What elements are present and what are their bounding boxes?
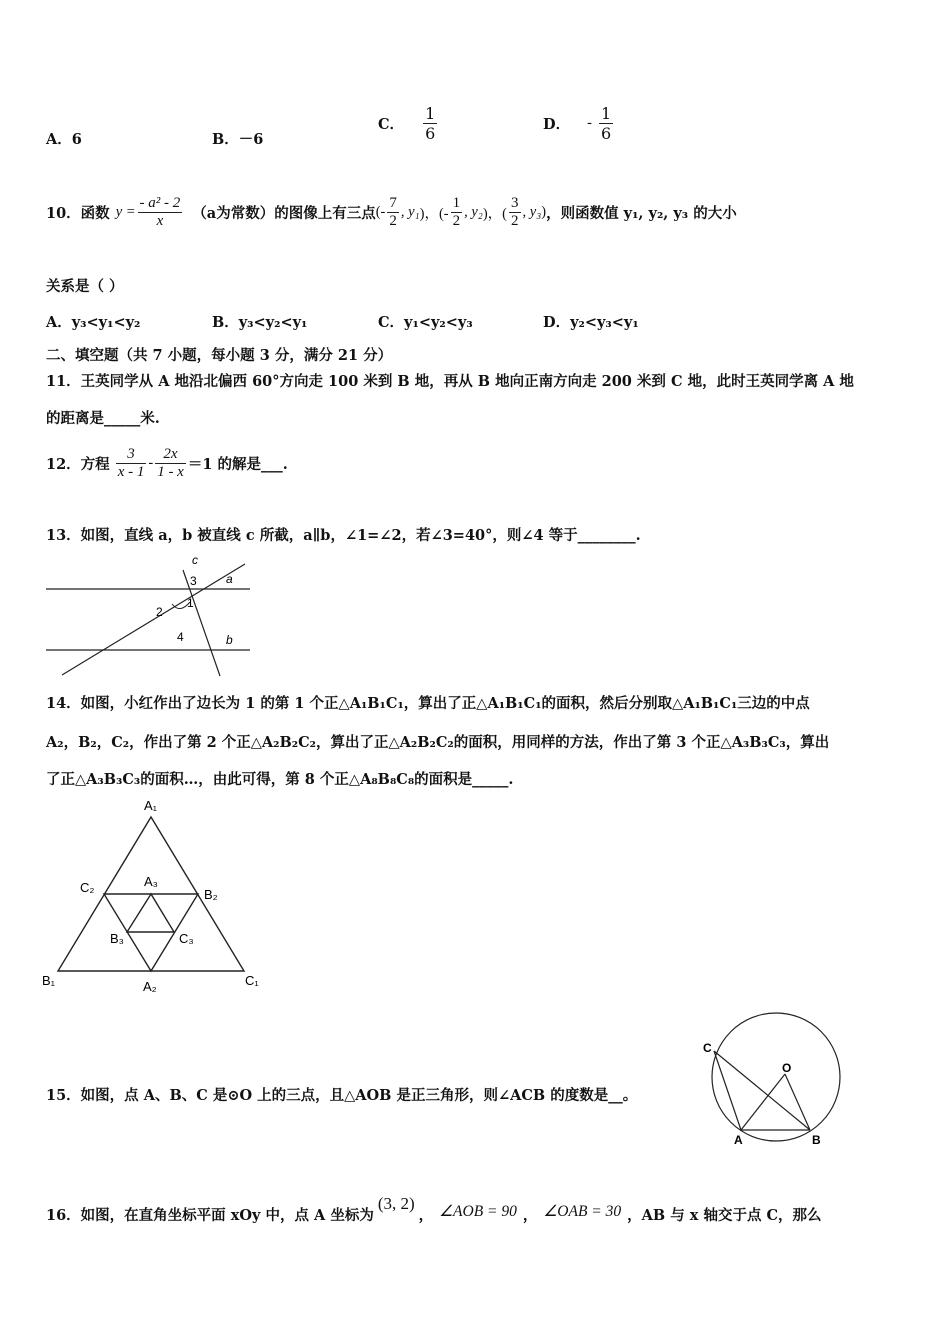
- q10-option-a: A．y₃<y₁<y₂: [46, 314, 141, 331]
- label-C3: C₃: [179, 931, 194, 946]
- q9-option-d: D． - $\frac{1}{6}$: [543, 104, 612, 143]
- q9-option-c: C． $\frac{1}{6}$: [378, 104, 436, 143]
- q14-line1: 14．如图，小红作出了边长为 1 的第 1 个正△A₁B₁C₁，算出了正△A₁B₁C₁的面积，然后分别取△A₁B₁C₁三边的中点: [46, 695, 810, 712]
- label-A3: A₃: [144, 874, 158, 889]
- segment-ao: [741, 1074, 785, 1130]
- circle-o: [712, 1013, 840, 1141]
- q10-stem-line2: 关系是（ ）: [46, 278, 124, 295]
- label-A1: A₁: [144, 798, 158, 813]
- label-B1: B₁: [42, 973, 56, 988]
- q11-line1: 11．王英同学从 A 地沿北偏西 60°方向走 100 米到 B 地，再从 B 地向正南方向走 200 米到 C 地，此时王英同学离 A 地: [46, 373, 854, 390]
- q10-option-c: C．y₁<y₂<y₃: [378, 314, 473, 331]
- q14-figure: [40, 795, 270, 1000]
- q10-option-b: B．y₃<y₂<y₁: [212, 314, 308, 331]
- q10-stem: 10．函数 y = $\frac{\text{- a² - 2}}{x}$ （a为常数）的图像上有三点 (- $\frac{7}{2}$ , y₁ )，(- $\frac{1}{2}$ , y₂ )，( $\frac{3}{2}$ , y₃ ) ，则函数值 y₁, y₂, y₃ 的大小: [46, 194, 737, 229]
- label-b: b: [226, 633, 233, 647]
- label-C2: C₂: [80, 880, 95, 895]
- label-B: B: [812, 1133, 821, 1147]
- q15-stem: 15．如图，点 A、B、C 是⊙O 上的三点，且△AOB 是正三角形，则∠ACB 的度数是__。: [46, 1087, 638, 1104]
- label-2: 2: [156, 605, 163, 619]
- q14-line2: A₂，B₂，C₂，作出了第 2 个正△A₂B₂C₂，算出了正△A₂B₂C₂的面积，用同样的方法，作出了第 3 个正△A₃B₃C₃，算出: [46, 734, 830, 751]
- triangle-3: [127, 894, 174, 932]
- label-A2: A₂: [143, 979, 157, 994]
- q15-figure: [700, 1010, 850, 1150]
- line-c: [183, 570, 220, 676]
- label-B2: B₂: [204, 887, 218, 902]
- q12-stem: 12．方程 $\frac{3}{x - 1}$ - $\frac{2x}{1 - x}$ ＝1 的解是___.: [46, 445, 288, 480]
- section-heading: 二、填空题（共 7 小题，每小题 3 分，满分 21 分）: [46, 347, 393, 364]
- q16-stem: 16．如图，在直角坐标平面 xOy 中，点 A 坐标为 (3, 2) ， ∠AOB = 90 ， ∠OAB = 30 ，AB 与 x 轴交于点 C，那么: [46, 1194, 822, 1224]
- label-3: 3: [190, 574, 197, 588]
- segment-cb: [714, 1051, 810, 1130]
- q11-line2: 的距离是_____米.: [46, 410, 160, 427]
- label-A: A: [734, 1133, 743, 1147]
- label-O: O: [782, 1061, 792, 1075]
- transversal: [62, 564, 245, 675]
- label-4: 4: [177, 630, 184, 644]
- label-C: C: [703, 1041, 712, 1055]
- q9-option-a: A．6: [46, 131, 82, 148]
- label-1: 1: [187, 596, 194, 610]
- label-B3: B₃: [110, 931, 124, 946]
- label-a: a: [226, 572, 233, 586]
- q9-option-b: B．－6: [212, 131, 264, 148]
- q13-stem: 13．如图，直线 a，b 被直线 c 所截，a∥b，∠1=∠2，若∠3=40°，则∠4 等于________.: [46, 527, 641, 544]
- label-c: c: [192, 553, 198, 567]
- segment-ob: [785, 1074, 810, 1130]
- q10-option-d: D．y₂<y₃<y₁: [543, 314, 639, 331]
- label-C1: C₁: [245, 973, 259, 988]
- q14-line3: 了正△A₃B₃C₃的面积…，由此可得，第 8 个正△A₈B₈C₈的面积是_____.: [46, 771, 514, 788]
- q13-figure: [40, 552, 260, 682]
